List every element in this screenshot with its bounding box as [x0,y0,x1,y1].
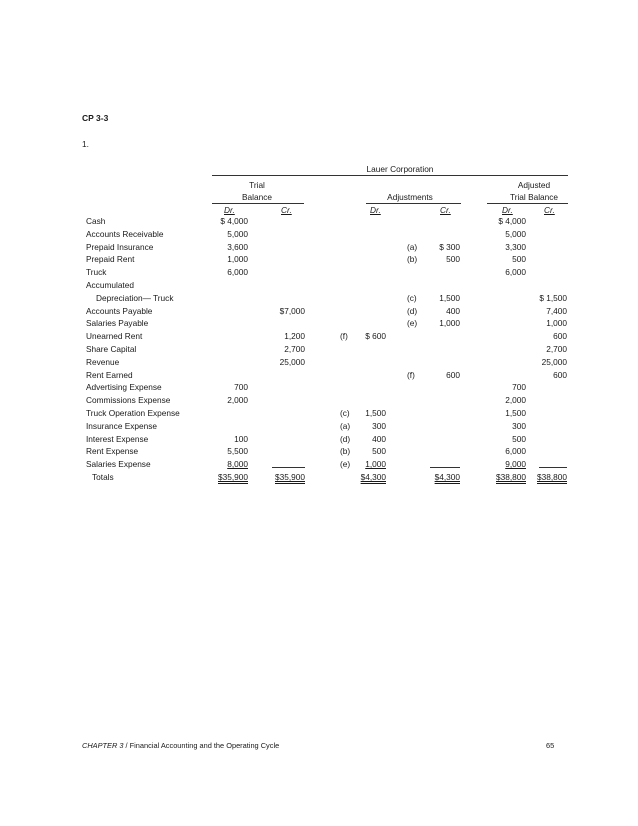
adj-dr-cell: $ 600 [365,331,386,342]
atb-dr-cell: 6,000 [505,267,526,278]
totals-adj-dr: $4,300 [360,472,386,482]
totals-tb-dr: $35,900 [218,472,248,482]
atb-cr-subtotal-rule [539,467,567,468]
tb-dr-cell: 100 [234,433,248,444]
totals-label: Totals [92,472,114,482]
tb-cr-subtotal-rule [272,467,305,468]
account-name: Accounts Receivable [86,228,164,239]
company-name: Lauer Corporation [366,164,434,174]
adjusted-header-line2: Trial Balance [509,192,559,202]
account-name: Rent Earned [86,369,133,380]
totals-atb-cr: $38,800 [537,472,567,482]
tb-dr-cell: 1,000 [227,254,248,265]
adj-dr-cell: 400 [372,433,386,444]
adj-dr-ref-cell: (e) [340,459,351,470]
adj-cr-cell: $ 300 [439,241,460,252]
atb-dr-cell: 3,300 [505,241,526,252]
account-name: Accumulated [86,280,134,290]
account-name: Truck Operation Expense [86,408,180,418]
adj-cr-ref-cell: (d) [407,305,418,316]
tb-dr-cell: 8,000 [227,459,248,470]
table-row [0,266,638,278]
table-row [0,228,638,240]
table-row [0,292,638,304]
footer-title: / Financial Accounting and the Operating Cycle [125,741,280,750]
adj-cr-cell: 1,500 [439,292,460,303]
tb-cr-cell: $7,000 [279,305,305,316]
page-number: 65 [546,741,555,750]
totals-row [0,471,638,483]
company-rule [212,175,568,176]
adj-cr-cell: 1,000 [439,318,460,329]
atb-cr-cell: 25,000 [541,356,567,367]
table-row [0,215,638,227]
atb-dr-cell: 9,000 [505,459,526,470]
tb-dr-cell: 5,000 [227,228,248,239]
atb-dr-cell: 6,000 [505,446,526,457]
adj-cr-header: Cr. [440,205,451,215]
section-heading: CP 3-3 [82,113,109,123]
footer-text [82,741,279,750]
tb-dr-cell: 6,000 [227,267,248,278]
tb-dr-cell: $ 4,000 [220,216,248,226]
table-row [0,253,638,265]
adjustments-header-rule [366,203,461,204]
account-name: Prepaid Insurance [86,241,154,252]
totals-atb-dr: $38,800 [496,472,526,482]
tb-cr-cell: 25,000 [279,356,305,367]
totals-tb-cr: $35,900 [275,472,305,482]
atb-cr-header: Cr. [544,205,555,215]
tb-cr-cell: 1,200 [284,331,305,342]
account-name: Unearned Rent [86,331,143,342]
atb-cr-cell: 1,000 [546,318,567,329]
account-name: Advertising Expense [86,382,162,393]
part-number: 1. [82,139,89,149]
tb-dr-header: Dr. [224,205,235,215]
table-row [0,394,638,406]
adj-cr-ref-cell: (a) [407,241,418,252]
adj-cr-ref-cell: (e) [407,318,418,329]
adj-cr-subtotal-rule [430,467,460,468]
adjusted-header-rule [487,203,568,204]
table-row [0,433,638,445]
account-name: Share Capital [86,344,137,354]
adj-dr-ref-cell: (d) [340,433,351,444]
adj-cr-cell: 400 [446,305,460,316]
adj-dr-ref-cell: (c) [340,408,350,418]
atb-dr-cell: 5,000 [505,228,526,239]
adj-dr-header: Dr. [370,205,381,215]
adj-cr-cell: 600 [446,369,460,380]
account-name: Prepaid Rent [86,254,135,265]
tb-dr-cell: 5,500 [227,446,248,457]
atb-cr-cell: 7,400 [546,305,567,316]
tb-cr-cell: 2,700 [284,344,305,354]
atb-dr-cell: 700 [512,382,526,393]
table-row [0,381,638,393]
tb-dr-cell: 2,000 [227,395,248,406]
account-name: Accounts Payable [86,305,153,316]
account-name: Insurance Expense [86,420,158,431]
table-row [0,356,638,368]
atb-cr-cell: 2,700 [546,344,567,354]
atb-cr-cell: 600 [553,331,567,342]
table-row [0,279,638,291]
trial-header-rule [212,203,304,204]
adjusted-header-line1: Adjusted [517,180,551,190]
adj-cr-cell: 500 [446,254,460,265]
table-row [0,458,638,470]
tb-cr-header: Cr. [281,205,292,215]
table-row [0,407,638,419]
tb-dr-cell: 700 [234,382,248,393]
atb-dr-cell: 2,000 [505,395,526,406]
atb-dr-header: Dr. [502,205,513,215]
adj-cr-ref-cell: (b) [407,254,418,265]
adjustments-header: Adjustments [387,192,433,202]
table-row [0,420,638,432]
atb-dr-cell: $ 4,000 [498,216,526,226]
account-name: Commissions Expense [86,395,171,406]
adj-dr-cell: 1,000 [365,459,386,470]
adj-dr-cell: 500 [372,446,386,457]
adj-cr-ref-cell: (f) [407,369,415,380]
account-name: Depreciation— Truck [96,292,174,303]
atb-cr-cell: $ 1,500 [539,292,567,303]
atb-cr-cell: 600 [553,369,567,380]
account-name: Rent Expense [86,446,139,457]
adj-dr-ref-cell: (f) [340,331,348,342]
adj-dr-cell: 300 [372,420,386,431]
table-row [0,305,638,317]
atb-dr-cell: 500 [512,254,526,265]
adj-dr-ref-cell: (a) [340,420,351,431]
account-name: Salaries Expense [86,459,151,470]
table-row [0,343,638,355]
adj-dr-ref-cell: (b) [340,446,351,457]
adj-dr-cell: 1,500 [365,408,386,418]
tb-dr-cell: 3,600 [227,241,248,252]
account-name: Salaries Payable [86,318,149,329]
account-name: Revenue [86,356,120,367]
account-name: Interest Expense [86,433,149,444]
footer-chapter: CHAPTER 3 [82,741,124,750]
trial-header-line2: Balance [242,192,272,202]
table-row [0,445,638,457]
account-name: Cash [86,216,106,226]
table-row [0,369,638,381]
atb-dr-cell: 500 [512,433,526,444]
adj-cr-ref-cell: (c) [407,292,417,303]
atb-dr-cell: 1,500 [505,408,526,418]
table-row [0,241,638,253]
trial-header-line1: Trial [249,180,265,190]
account-name: Truck [86,267,107,278]
atb-dr-cell: 300 [512,420,526,431]
table-row [0,330,638,342]
totals-adj-cr: $4,300 [434,472,460,482]
table-row [0,317,638,329]
